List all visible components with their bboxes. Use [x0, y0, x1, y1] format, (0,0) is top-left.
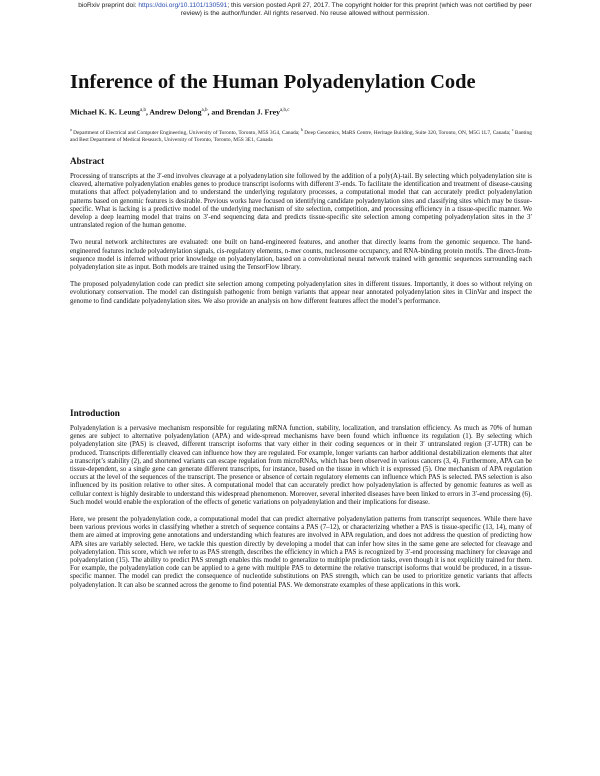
introduction-paragraph: Polyadenylation is a pervasive mechanism responsible for regulating mRNA function, stability, localization, and translation efficiency. As much as 70% of human genes are subject to alternative polyadenylation (APA) and wide-spread mechanisms have been found which influence its regulation (1). By selecting which polyadenylation site (PAS) is cleaved, different transcript isoforms that vary either in their coding sequences or in their 3′ untranslated region (3′-UTR) can be produced. Transcripts differentially cleaved can influence how they are regulated. For example, longer variants can harbor additional destabilization elements that alter a transcript’s stability (2), and shortened variants can escape regulation from microRNAs, which has been observed in various cancers (3, 4). Furthermore, APA can be tissue-dependent, so a single gene can generate different transcripts, for instance, based on the tissue in which it is expressed (5). One mechanism of APA regulation occurs at the level of the sequences of the transcript. The presence or absence of certain regulatory elements can influence which PAS is selected. PAS selection is also influenced by its position relative to other sites. A computational model that can accurately predict how polyadenylation is affected by genomic features as well as cellular context is highly desirable to understand this widespread phenomenon. Moreover, several inherited diseases have been linked to errors in 3′-end processing (6). Such model would enable the exploration of the effects of genetic variations on polyadenylation and their implications for disease.	[70, 425, 532, 506]
section-heading: Abstract	[70, 156, 105, 166]
abstract-paragraph: Processing of transcripts at the 3′-end involves cleavage at a polyadenylation site followed by the addition of a poly(A)-tail. By selecting which polyadenylation site is cleaved, alternative polyadenylation enables genes to produce transcript isoforms with different 3′-ends. To facilitate the identification and treatment of disease-causing mutations that affect polyadenylation and to understand the underlying regulatory processes, a computational model that can accurately predict polyadenylation patterns based on genomic features is desirable. Previous works have focused on identifying candidate polyadenylation sites and classifying sites which may be tissue-specific. What is lacking is a predictive model of the underlying mechanism of site selection, competition, and processing efficiency in a tissue-specific manner. We develop a deep learning model that trains on 3′-end sequencing data and predicts tissue-specific site selection among competing polyadenylation sites in the 3′ untranslated region of the human genome.	[70, 173, 532, 230]
introduction-paragraph: Here, we present the polyadenylation code, a computational model that can predict alternative polyadenylation patterns from transcript sequences. While there have been various previous works in classifying whether a stretch of sequence contains a PAS (7–12), or characterizing whether a PAS is tissue-specific (13, 14), many of them are aimed at improving gene annotations and understanding which features are involved in APA regulation, and does not address the question of predicting how APA sites are variably selected. Here, we tackle this question directly by developing a model that can infer how sites in the same gene are selected for cleavage and polyadenylation. This score, which we refer to as PAS strength, describes the efficiency in which a PAS is recognized by 3′-end processing machinery for cleavage and polyadenylation (15). The ability to predict PAS strength enables this model to generalize to multiple prediction tasks, even though it is not explicitly trained for them. For example, the polyadenylation code can be applied to a gene with multiple PAS to determine the relative transcript isoforms that would be produced, in a tissue-specific manner. The model can predict the consequence of nucleotide substitutions on PAS strength, which can be used to prioritize genetic variants that affects polyadenylation. It can also be scanned across the genome to find potential PAS. We demonstrate examples of these applications in this work.	[70, 516, 532, 589]
author-affiliation-mark: a,b	[139, 108, 146, 113]
affiliation-mark: c	[511, 127, 514, 132]
affiliations	[70, 126, 532, 145]
paper-title: Inference of the Human Polyadenylation Code	[70, 71, 476, 93]
doi-link[interactable]: https://doi.org/10.1101/130591	[138, 2, 228, 9]
preprint-header	[70, 2, 540, 19]
abstract-paragraph: Two neural network architectures are evaluated: one built on hand-engineered features, and another that directly learns from the genomic sequence. The hand-engineered features include polyadenylation signals, cis-regulatory elements, n-mer counts, nucleosome occupancy, and RNA-binding protein motifs. The direct-from-sequence model is inferred without prior knowledge on polyadenylation, based on a convolutional neural network trained with genomic sequences surrounding each polyadenylation site as input. Both models are trained using the TensorFlow library.	[70, 239, 532, 272]
author-affiliation-mark: a,b	[201, 108, 208, 113]
introduction-section	[70, 408, 532, 599]
author-list: Michael K. K. Leung$^{a,b}$, Andrew Delong$^{a,b}$, and Brendan J. Frey$^{a,b,c}$	[70, 107, 290, 117]
affiliation-text: Banting and Best Department of Medical Research, University of Toronto, Toronto, M5S 3E1, Canada	[70, 129, 532, 144]
affiliation-text: Deep Genomics, MaRS Centre, Heritage Building, Suite 320, Toronto, ON, M5G 1L7, Canada;	[304, 129, 511, 136]
section-heading: Introduction	[70, 408, 120, 418]
affiliation-mark: a	[70, 127, 72, 132]
author-name: Brendan J. Frey	[225, 107, 280, 117]
author-affiliation-mark: a,b,c	[279, 108, 290, 113]
affiliation-mark: b	[300, 127, 303, 132]
abstract-paragraph: The proposed polyadenylation code can predict site selection among competing polyadenylation sites in different tissues. Importantly, it does so without relying on evolutionary conservation. The model can distinguish pathogenic from benign variants that appear near annotated polyadenylation sites in ClinVar and inspect the genome to find candidate polyadenylation sites. We also provide an analysis on how different features affect the model’s performance.	[70, 281, 532, 305]
affiliation-text: Department of Electrical and Computer Engineering, University of Toronto, Toronto, M5S 3G4, Canada;	[73, 129, 300, 136]
header-suffix: ; this version posted April 27, 2017. The copyright holder for this preprint (which was not certified by peer review) is the author/funder. All rights reserved. No reuse allowed without permission.	[180, 2, 532, 18]
author-name: Andrew Delong	[149, 107, 202, 117]
author-name: Michael K. K. Leung	[70, 107, 140, 117]
abstract-section	[70, 156, 532, 315]
header-prefix: bioRxiv preprint doi:	[78, 2, 139, 9]
